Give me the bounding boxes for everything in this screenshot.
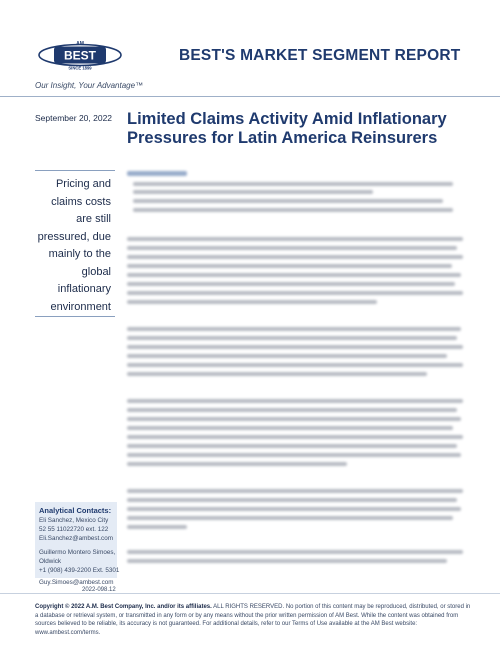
body-line	[127, 525, 187, 529]
body-line	[133, 190, 373, 194]
body-line	[127, 345, 463, 349]
body-line	[127, 282, 455, 286]
footer-divider	[0, 593, 500, 594]
disclaimer: ALL RIGHTS RESERVED. No portion of this content may be reproduced, distributed, or stored in a database or retrieval system, or transmitted in any form or by any means without the prior written permission of AM Best. While the content was obtained from sources believed to be reliable, its accuracy is not guaranteed. For additional details, refer to our Terms of Use available at the AM Best website: www.ambest.com/terms.	[35, 604, 471, 636]
contact-line: 52 55 11022720 ext. 122	[39, 526, 109, 533]
logo-since: SINCE 1899	[68, 65, 92, 70]
body-line	[133, 208, 453, 212]
body-line	[127, 354, 447, 358]
body-line	[127, 489, 463, 493]
body-line	[127, 327, 461, 331]
document-code: 2022-098.12	[82, 587, 116, 593]
pull-quote-text: Pricing and claims costs are still pressured, due mainly to the global inflationary environment	[37, 178, 111, 313]
contact-email: Eli.Sanchez@ambest.com	[39, 535, 113, 542]
body-line	[127, 516, 453, 520]
body-line	[127, 559, 447, 563]
body-line	[133, 182, 453, 186]
body-line	[127, 453, 461, 457]
body-line	[127, 363, 463, 367]
body-line	[133, 199, 443, 203]
header-divider	[0, 96, 500, 97]
contact-email: Guy.Simoes@ambest.com	[39, 579, 114, 586]
body-line	[127, 435, 463, 439]
contact-line: +1 (908) 439-2200 Ext. 5301	[39, 567, 120, 574]
pull-quote	[35, 170, 115, 317]
body-line	[127, 237, 463, 241]
body-line	[127, 507, 461, 511]
copyright-notice: Copyright © 2022 A.M. Best Company, Inc. and/or its affiliates.	[35, 604, 212, 610]
publication-date: September 20, 2022	[35, 113, 113, 123]
article-body-blurred	[127, 168, 467, 578]
body-line	[127, 399, 463, 403]
body-line	[127, 264, 452, 268]
contact-line: Eli Sanchez, Mexico City	[39, 517, 109, 524]
body-line	[127, 462, 347, 466]
body-line	[127, 426, 453, 430]
body-line	[127, 550, 463, 554]
body-line	[127, 498, 457, 502]
body-line	[127, 273, 461, 277]
logo-am: AM	[76, 41, 84, 47]
body-line	[127, 255, 463, 259]
contact-line: Oldwick	[39, 558, 62, 565]
body-line	[127, 372, 427, 376]
contacts-title: Analytical Contacts:	[39, 506, 112, 515]
copyright-footer	[35, 603, 475, 637]
body-line	[127, 300, 377, 304]
body-line	[127, 291, 463, 295]
body-line	[127, 246, 457, 250]
body-line	[127, 336, 457, 340]
tagline: Our Insight, Your Advantage™	[35, 81, 144, 90]
body-line	[127, 408, 457, 412]
body-line	[127, 417, 461, 421]
contact-line: Guillermo Montero Simoes,	[39, 549, 116, 556]
am-best-logo	[38, 40, 122, 70]
article-headline: Limited Claims Activity Amid Inflationary Pressures for Latin America Reinsurers	[127, 110, 447, 147]
report-header	[0, 0, 500, 90]
body-line	[127, 444, 457, 448]
key-takeaways-heading	[127, 171, 187, 176]
analytical-contacts	[35, 502, 120, 578]
report-title: BEST'S MARKET SEGMENT REPORT	[179, 47, 461, 64]
logo-best: BEST	[63, 48, 97, 63]
